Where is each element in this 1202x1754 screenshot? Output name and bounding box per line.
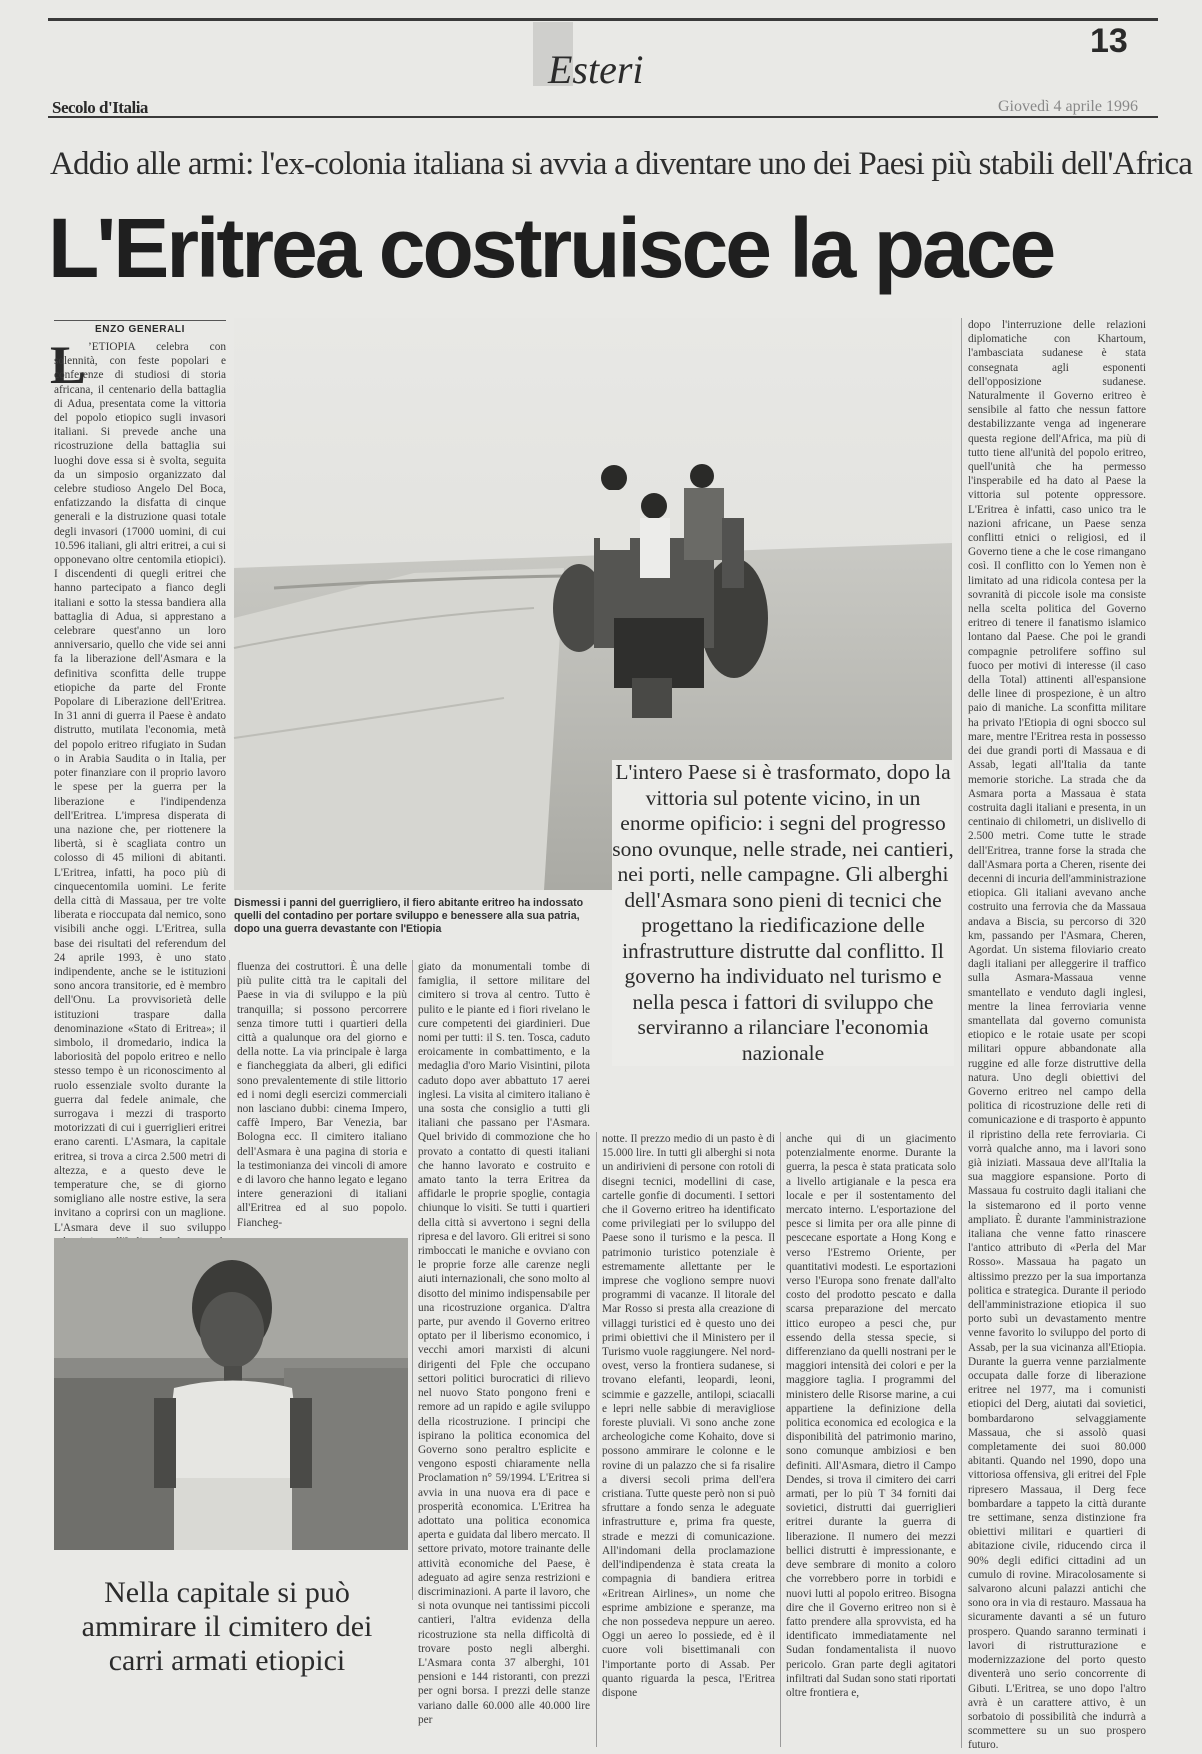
newspaper-name: Secolo d'Italia <box>52 98 148 117</box>
article-column-4: notte. Il prezzo medio di un pasto è di 15.000 lire. In tutti gli alberghi si nota un andirivieni di persone con rotoli di disegni tecnici, modellini di case, cartelle gonfie di documenti. I settori che il Governo eritreo ha identificato come privilegiati per lo sviluppo del Paese sono il turismo e la pesca. Il patrimonio turistico potenziale è estremamente allettante per le imprese che vogliono sempre nuovi programmi di vacanze. Il litorale del Mar Rosso si presta alla creazione di villaggi turistici ed è questo uno dei primi obiettivi che il Ministero per il Turismo vuole raggiungere. Nel nord-ovest, verso la frontiera sudanese, si trovano elefanti, leopardi, leoni, scimmie e gazzelle, antilopi, sciacalli e lepri nelle sabbie di meravigliose foreste pluviali. Vi sono anche zone archeologiche come Kohaito, dove si possono ammirare le colonne e le rovine di un palazzo che si fa risalire a diversi secoli prima dell'era cristiana. Tutte queste però non si può sfruttare a fondo senza le adeguate infrastrutture e, prima fra queste, strade e mezzi di comunicazione. All'indomani della proclamazione dell'indipendenza è stata creata la compagnia di bandiera eritrea «Eritrean Airlines», un nome che esprime ambizione e speranze, ma che non possedeva neppure un aereo. Oggi un aereo lo possiede, ed è il cuore voli bisettimanali con l'importante porto di Assab. Per quanto riguarda la pesca, l'Eritrea dispone <box>602 1133 775 1699</box>
article-column-6: dopo l'interruzione delle relazioni diplomatiche con Khartoum, l'ambasciata sudanese è stata consegnata agli esponenti dell'opposizione sudanese. Naturalmente il Governo eritreo è sensibile al fatto che nessun fattore destabilizzante venga ad ingenerare questa regione dell'Africa, ma più di tutto tiene all'unità del popolo eritreo, quell'unità che ha permesso l'insperabile ed ha dato al Paese la vittoria sul potente oppressore. L'Eritrea è infatti, caso unico tra le nazioni africane, un Paese senza conflitti etnici o religiosi, ed il Governo tiene a che le cose rimangano così. Il conflitto con lo Yemen non è limitato ad una ridicola contesa per la sovranità di piccole isole ma consiste nella scelta politica del Governo eritreo di tenere il fanatismo islamico lontano dal Paese. Che poi le grandi compagnie petrolifere soffino sul fuoco per motivi di interesse (il caso della Total) attinenti all'espansione delle linee di prospezione, è un altro paio di maniche. La sconfitta militare ha privato l'Etiopia di ogni sbocco sul mare, mentre l'Eritrea resta in possesso dei due grandi porti di Massaua e di Assab, legati all'Italia da tante memorie storiche. La strada che da Asmara porta a Massaua è stata costruita dagli italiani e presenta, in un centinaio di chilometri, un dislivello di 2.500 metri. Come tutte le strade dell'Eritrea, tranne forse la strada che dall'Asmara porta a Cheren, risente dei decenni di incuria dell'amministrazione etiopica. Gli italiani avevano anche costruito una ferrovia che da Massaua andava a Biscia, su percorso di 320 km, passando per l'Asmara, Cheren, Agordat. Un sistema filoviario creato dagli italiani per alleggerire il traffico sulla Asmara-Massaua venne smantellato e venduto dagli inglesi, mentre la linea ferroviaria venne smantellata dal governo comunista etiopico e le rotaie usate per scopi militari oppure abbandonate alla ruggine ed alle forze distruttive della natura. Uno degli obiettivi del Governo eritreo nel campo della politica di ricostruzione delle reti di comunicazione e di trasporto è appunto il ripristino della rete ferroviaria. Ci vorrà qualche anno, ma i lavori sono già iniziati. Massaua deve all'Italia la sua maggiore espansione. Porto di Massaua fu costruito dagli italiani che la sistemarono ed il porto venne ampliato. È durante l'amministrazione italiana che venne fatto rinascere l'antico attributo di «Perla del Mar Rosso». Massaua ha pagato un altissimo prezzo per la sua importanza politica e strategica. Durante il periodo dell'amministrazione etiopica il suo porto subì un devastamento mentre venne favorito lo sviluppo del porto di Assab, per la sua vicinanza all'Etiopia. Durante la guerra venne parzialmente occupata dalle forze di liberazione eritree nel 1977, ma i comunisti etiopici del Derg, aiutati dai sovietici, bombardarono selvaggiamente Massaua, che si assolò quasi completamente dei suoi 80.000 abitanti. Quando nel 1990, dopo una vittoriosa offensiva, gli eritrei del Fple ripresero Massaua, il Derg fece bombardare a tappeto la città durante tre settimane, senza distinzione fra obiettivi militari e quartieri di abitazione civile, riducendo circa il 90% degli edifici cittadini ad un cumulo di rovine. Miracolosamente si salvarono alcuni palazzi antichi che sono ora in via di restauro. Massaua ha sicuramente davanti a sé un futuro prospero. Quando saranno terminati i lavori di ristrutturazione e modernizzazione del porto questo diventerà uno serio concorrente di Gibuti. L'Eritrea, se uno dopo l'altro avrà è un carattere attivo, è un sorbatoio di possibilità che indurrà a scommettere su un suo prospero futuro. <box>968 319 1147 1752</box>
top-rule <box>48 18 1158 21</box>
main-photo-caption: Dismessi i panni del guerrigliero, il fiero abitante eritreo ha indossato quelli del contadino per portare sviluppo e benessere alla sua patria, dopo una guerra devastante con l'Etiopia <box>234 897 584 935</box>
article-kicker: Addio alle armi: l'ex-colonia italiana si avvia a diventare uno dei Paesi più stabili dell'Africa <box>50 146 1193 182</box>
masthead-rule <box>48 116 1158 118</box>
article-column-1: ’ETIOPIA celebra con solennità, con feste popolari e conferenze di studiosi di storia africana, il centenario della battaglia di Adua, presentata come la vittoria del popolo etiopico sugli invasori italiani. Si prevede anche una ricostruzione della battaglia sui luoghi dove essa si è svolta, seguita da un simposio organizzato dal celebre studioso Angelo Del Boca, enfatizzando la disfatta di cinque generali e la distruzione quasi totale degli invasori (17000 uomini, di cui 10.596 italiani, gli altri eritrei, a cui si opponevano oltre centomila etiopici). I discendenti di quegli eritrei che hanno partecipato a fianco degli italiani e sotto la stessa bandiera alla battaglia di Adua, si apprestano a celebrare quest'anno un loro anniversario, quello che vide sei anni fa la liberazione dell'Asmara e la definitiva sconfitta delle truppe etiopiche da parte del Fronte Popolare di Liberazione dell'Eritrea. In 31 anni di guerra il Paese è andato distrutto, mutilata l'economia, metà del popolo eritreo rifugiato in Sudan o in Arabia Saudita o in Italia, per poter finanziare con il proprio lavoro le spese per la guerra per la liberazione e l'indipendenza dell'Eritrea. L'impresa disperata di una nazione che, per riottenere la libertà, si è scagliata contro un colosso di 45 milioni di abitanti. L'Eritrea, infatti, ha poco più di cinquecentomila uomini. Le ferite della città di Massaua, per tre volte liberata e rioccupata dal nemico, sono visibili anche oggi. L'Eritrea, sulla base dei risultati del referendum del 24 aprile 1993, è uno stato indipendente, anche se le istituzioni sono ancora transitorie, ed è membro dell'Onu. La provvisorietà delle istituzioni traspare dalla denominazione «Stato di Eritrea»; il simbolo, il dromedario, indica la laboriosità del popolo eritreo e nello stesso tempo è un riconoscimento al ruolo essenziale svolto durante la guerra dal fedele animale, che surrogava i mezzi di trasporto motorizzati di cui i guerriglieri eritrei erano carenti. L'Asmara, la capitale eritrea, si trova a circa 2.500 metri di altezza, e a questo deve le temperature che, se di giorno somigliano alle nostre estive, la sera invitano a coprirsi con un maglione. L'Asmara deve il suo sviluppo <box>54 341 226 1234</box>
child-photo-image <box>54 1238 408 1550</box>
column-divider <box>780 1132 781 1747</box>
column-divider <box>229 960 230 1230</box>
column-divider <box>961 318 962 1748</box>
section-title: Esteri <box>548 47 644 92</box>
pull-quote: L'intero Paese si è trasformato, dopo la vittoria sul potente vicino, in un enorme opificio: i segni del progresso sono ovunque, nelle strade, nei cantieri, nei porti, nelle campagne. Gli alberghi dell'Asmara sono pieni di tecnici che progettano la riedificazione delle infrastrutture distrutte dal conflitto. Il governo ha individuato nel turismo e nella pesca i fattori di sviluppo che serviranno a rilanciare l'economia nazionale <box>612 760 954 1065</box>
article-column-3: giato da monumentali tombe di famiglia, il settore militare del cimitero si trova al centro. Tutto è pulito e le piante ed i fiori rivelano le cure competenti dei giardinieri. Due nomi per tutti: il S. ten. Tosca, caduto eroicamente in combattimento, e la medaglia d'oro Mario Visintini, pilota caduto dopo aver abbattuto 17 aerei inglesi. La visita al cimitero italiano è una sosta che consiglio a tutti gli italiani che passano per l'Asmara. Quel brivido di commozione che ho provato a contatto di questi italiani che hanno lavorato e costruito e amato tanto la terra Eritrea da affidarle le proprie spoglie, contagia chiunque lo visiti. Se tutti i quartieri della città si avvertono i segni della ripresa e del lavoro. Gli eritrei si sono rimboccati le maniche e ovviano con le proprie forze alle carenze negli aiuti internazionali, che sono molto al disotto del minimo indispensabile per una ricostruzione organica. D'altra parte, pur avendo il Governo eritreo optato per il liberismo economico, i vecchi amori marxisti di alcuni dirigenti del Fple che occupano settori politici burocratici di rilievo nel nuovo Stato pongono freni e remore ad un rapido e agile sviluppo della ricostruzione. I principi che ispirano la politica economica del Governo sono peraltro esplicite e vengono esposti chiaramente nella Proclamation n° 59/1994. L'Eritrea si avvia in una nuova era di pace e prosperità economica. L'Eritrea ha adottato una politica economica aperta e guidata dal libero mercato. Il settore privato, motore trainante delle attività economiche del Paese, è adeguato ad agire senza restrizioni e discriminazioni. A parte il lavoro, che si nota ovunque nei tantissimi piccoli cantieri, l'altra evidenza della ricostruzione sta nella difficoltà di trovare posto negli alberghi. L'Asmara conta 37 alberghi, 101 pensioni e 144 ristoranti, con prezzi per ogni borsa. I prezzi delle stanze variano dalle 60.000 alle 40.000 lire per <box>418 961 590 1726</box>
page-number: 13 <box>1090 22 1128 60</box>
secondary-photo-child <box>54 1238 408 1550</box>
article-byline: ENZO GENERALI <box>54 320 226 335</box>
article-column-2: fluenza dei costruttori. È una delle più pulite città tra le capitali del Paese in via di sviluppo e la più tranquilla; si possono percorrere senza timore tutti i quartieri della città a qualunque ora del giorno e della notte. La via principale è larga e fiancheggiata da alberi, gli edifici sono prevalentemente di stile littorio ed i nomi degli esercizi commerciali non lasciano dubbi: cinema Impero, caffè Impero, Bar Venezia, bar Bologna ecc. Il cimitero italiano dell'Asmara è una pagina di storia e la testimonianza dei vincoli di amore e di lavoro che hanno legato e legano intere generazioni di italiani all'Eritrea ed al suo popolo. Fiancheg- <box>237 961 407 1229</box>
issue-date: Giovedì 4 aprile 1996 <box>998 98 1138 115</box>
column-divider <box>412 960 413 1600</box>
article-headline: L'Eritrea costruisce la pace <box>48 201 1054 295</box>
column-divider <box>596 1132 597 1747</box>
sub-headline: Nella capitale si può ammirare il cimitero dei carri armati etiopici <box>81 1576 373 1677</box>
article-column-5: anche qui di un giacimento potenzialmente enorme. Durante la guerra, la pesca è stata praticata solo a livello artigianale e la pesca era locale e per il sostentamento del mercato interno. L'esportazione del pesce si limita per ora alle pinne di pescecane esportate a Hong Kong e verso l'Estremo Oriente, per quantitativi modesti. Le esportazioni verso l'Europa sono frenate dall'alto costo del prodotto pescato e dalla scarsa preparazione del mercato ittico europeo a pesci che, pur essendo della stessa specie, si differenziano da quelli nostrani per le maggiori intensità dei colori e per la maggiore taglia. I programmi del ministero delle Risorse marine, a cui appartiene la definizione della politica economica ed ecologica e la disponibilità del patrimonio marino, sono comunque ambiziosi e ben definiti. All'Asmara, dietro il Campo Dendes, si trova il cimitero dei carri armati, per lo più T 34 forniti dai sovietici, distrutti dai guerriglieri eritrei durante la guerra di liberazione. Il numero dei mezzi bellici distrutti è impressionante, e deve sembrare di monito a coloro che vorrebbero porre in torbidi e nuovi lutti al popolo eritreo. Bisogna dire che il Governo eritreo non si è fatto prendere alla sprovvista, ed ha identificato immediatamente nel Sudan fondamentalista il nuovo pericolo. Gran parte degli agitatori infiltrati dal Sudan sono stati riportati oltre frontiera e, <box>786 1133 956 1699</box>
drop-cap: L <box>50 335 87 395</box>
